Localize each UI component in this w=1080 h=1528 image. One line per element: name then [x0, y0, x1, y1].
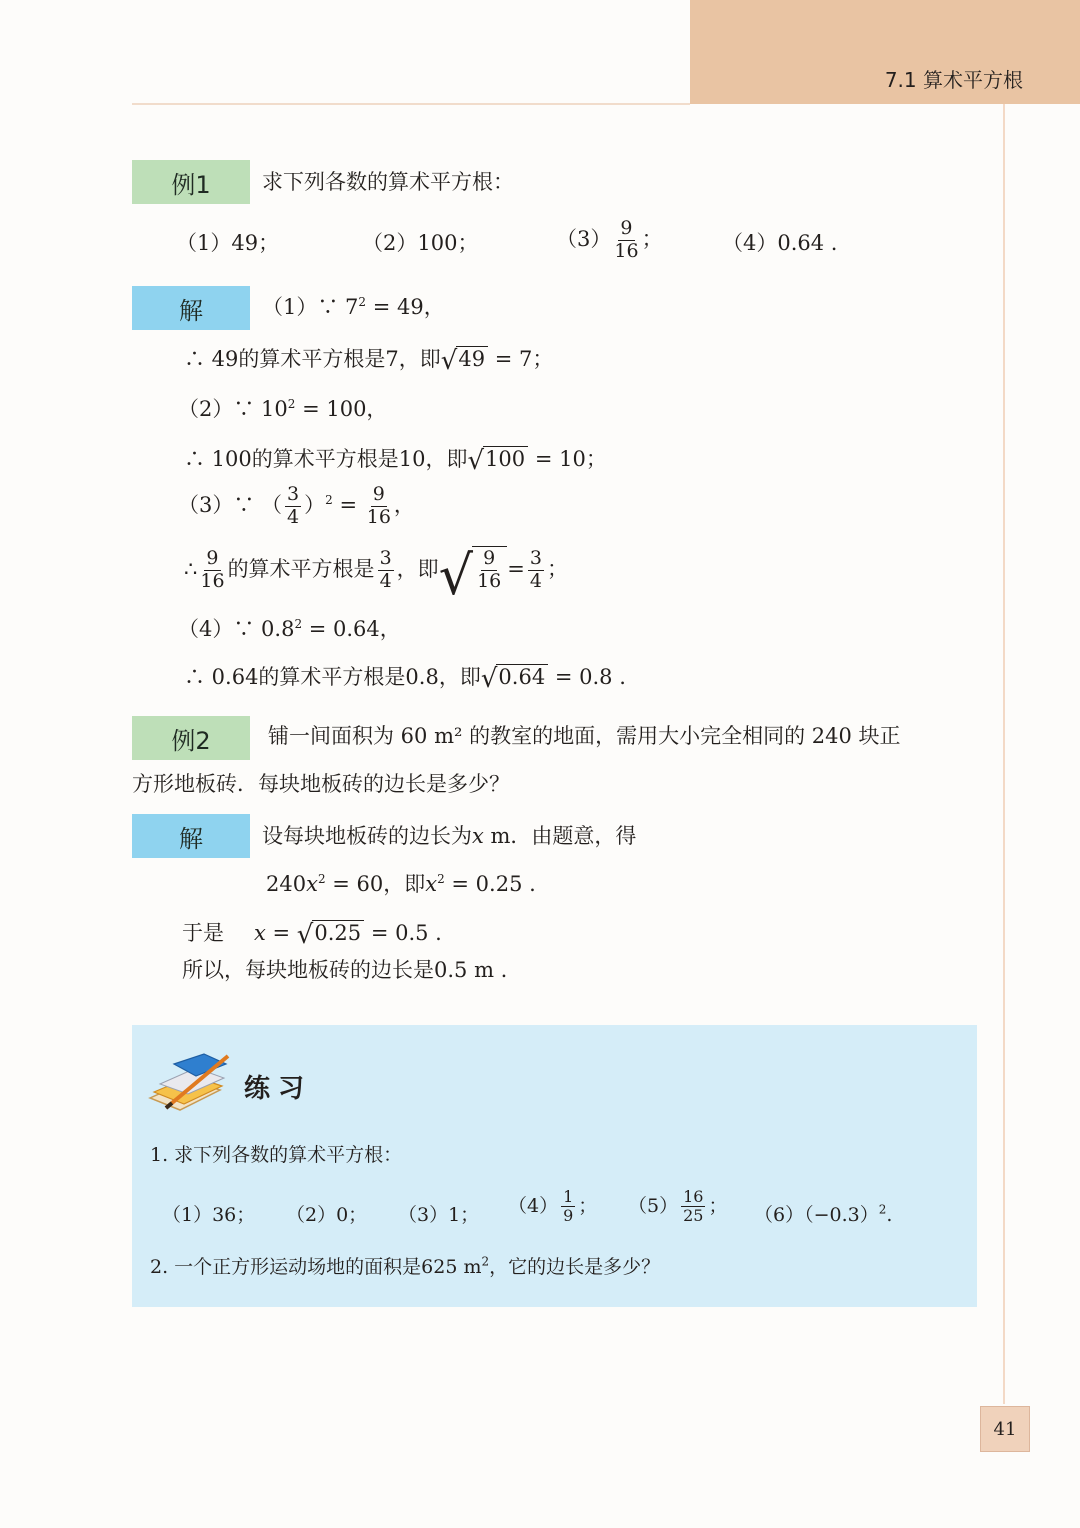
example2-tag: 例2 [132, 716, 250, 760]
exercise-title: 练习 [244, 1074, 313, 1104]
solution1-step-2: （2）∵ $10^2 = 100$， [178, 397, 388, 421]
solution1-conclusion-2: ∴ 100的算术平方根是10，即√100 = 10； [184, 446, 607, 476]
section-title: 7.1 算术平方根 [884, 68, 1023, 92]
solution2-line-2: $240x^2 = 60$，即$x^2 = 0.25$ . [266, 872, 536, 896]
margin-rule [1003, 104, 1005, 1404]
exercise-item-3: （3）1； [398, 1204, 480, 1226]
sqrt-icon: √ [467, 446, 485, 476]
solution1-step-1: （1）∵ $7^2 = 49$， [262, 295, 445, 319]
solution1-conclusion-4: ∴ 0.64的算术平方根是0.8，即√0.64 = 0.8 . [184, 664, 626, 694]
exercise-item-6: $(6)(-0.3)^2$. [754, 1202, 893, 1226]
solution2-line-4: 所以，每块地板砖的边长是0.5 m . [182, 958, 508, 982]
solution1-conclusion-1: ∴ 49的算术平方根是7，即√49 = 7； [184, 346, 554, 376]
sqrt-icon: √ [480, 664, 498, 694]
exercise-question-1: 1. 求下列各数的算术平方根： [150, 1144, 403, 1166]
exercise-item-4: （4） $\frac{1}{9}$ ； [508, 1187, 598, 1226]
solution2-line-1: 设每块地板砖的边长为x m．由题意，得 [262, 824, 637, 848]
solution2-line-3: 于是 x = √0.25 = 0.5 . [182, 920, 442, 950]
example1-item-2: （2）100； [362, 231, 479, 255]
example1-item-1: （1）49； [176, 231, 280, 255]
sqrt-icon: √ [440, 346, 458, 376]
exercise-item-5: （5） $\frac{16}{25}$ ； [628, 1187, 728, 1226]
solution1-tag: 解 [132, 286, 250, 330]
example1-item-3: （3） $\frac{9}{16}$ ； [556, 217, 663, 262]
example1-tag: 例1 [132, 160, 250, 204]
example2-line-1: 铺一间面积为 60 m² 的教室的地面，需用大小完全相同的 240 块正 [268, 724, 901, 748]
header-rule [132, 103, 690, 105]
exercise-question-2: 2. 一个正方形运动场地的面积是625 $m^2$，它的边长是多少？ [150, 1254, 661, 1278]
page-number: 41 [980, 1406, 1030, 1452]
solution1-conclusion-3: ∴ $\frac{9}{16}$ 的算术平方根是 $\frac{3}{4}$ ，即√ $\frac{9}{16}$ = $\frac{3}{4}$ ； [184, 543, 568, 607]
example1-prompt: 求下列各数的算术平方根： [262, 170, 514, 194]
solution1-step-3: （3）∵ （ $\frac{3}{4}$ ）$^2$ = $\frac{9}{16}$ ， [178, 483, 415, 528]
exercise-item-1: （1）36； [162, 1204, 256, 1226]
example2-line-2: 方形地板砖．每块地板砖的边长是多少？ [132, 772, 510, 796]
sqrt-icon: √ [296, 920, 314, 950]
books-pencil-icon [146, 1050, 232, 1112]
example1-item-4: （4）0.64 . [722, 231, 838, 255]
solution1-step-4: （4）∵ $0.8^2 = 0.64$， [178, 617, 401, 641]
fraction: $\frac{9}{16}$ [614, 217, 639, 262]
solution2-tag: 解 [132, 814, 250, 858]
sqrt-icon: √ [438, 543, 474, 607]
exercise-item-2: （2）0； [286, 1204, 368, 1226]
